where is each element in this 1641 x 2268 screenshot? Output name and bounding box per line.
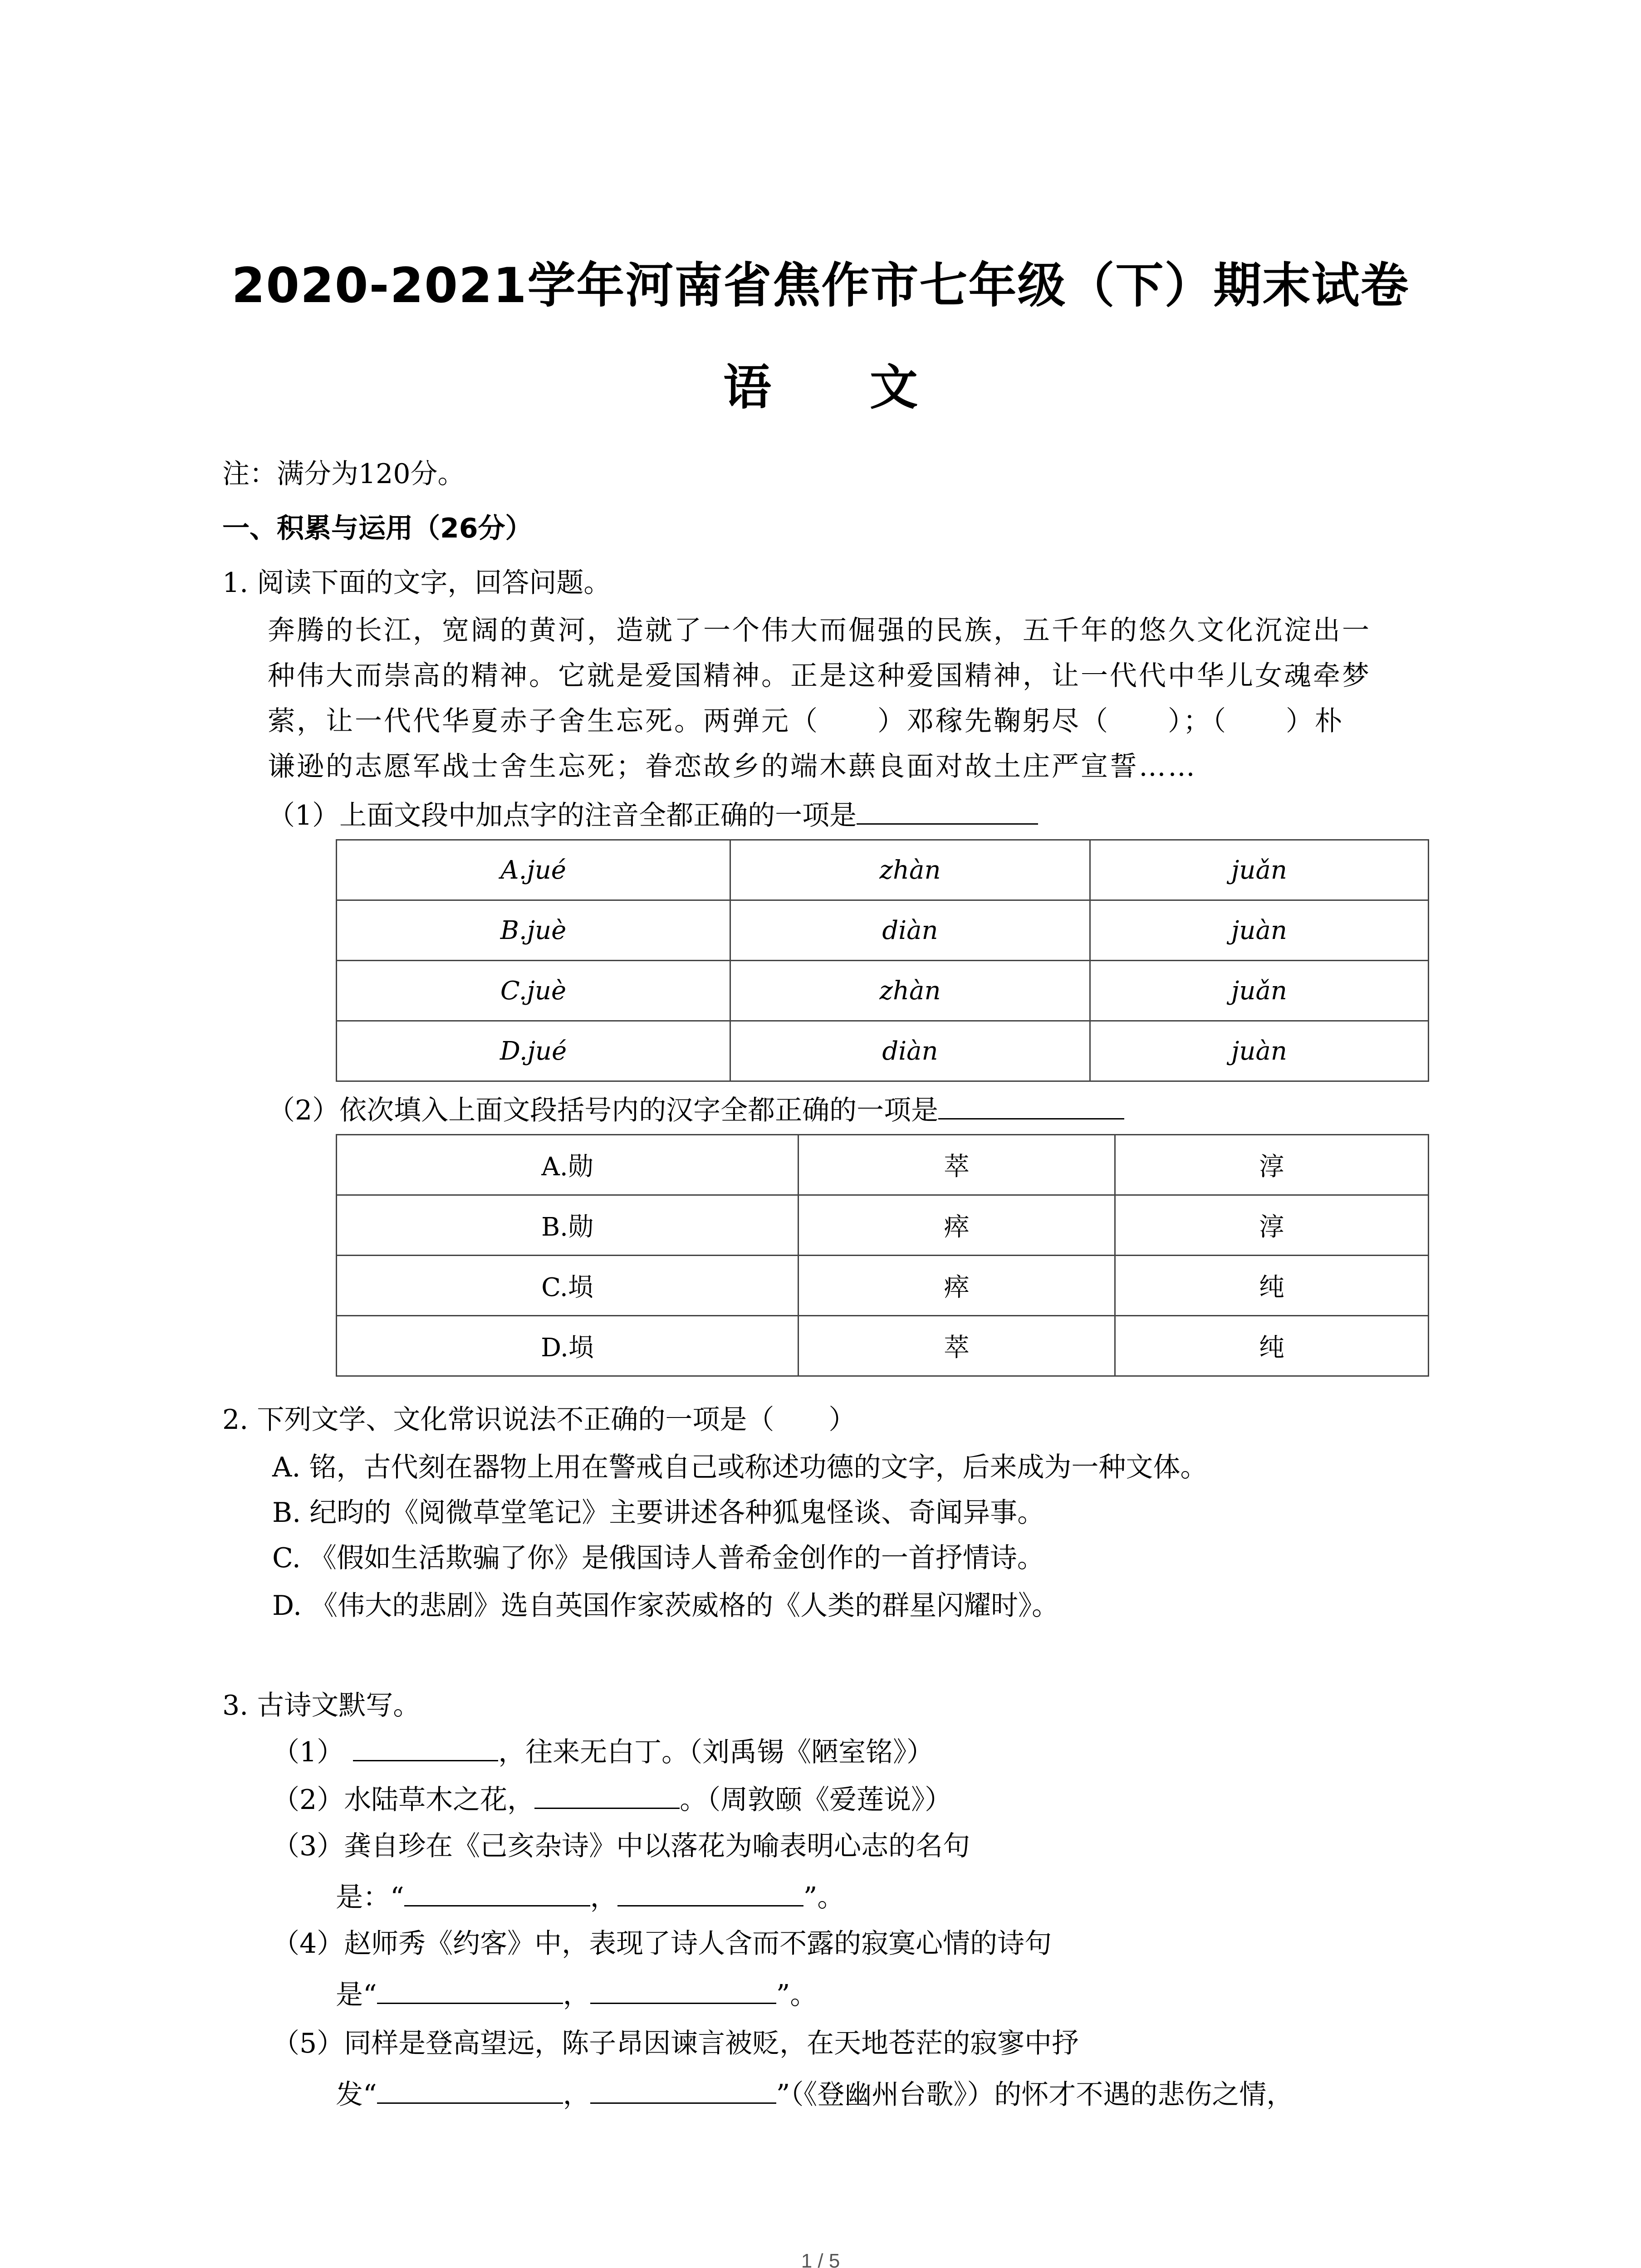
- table-cell: C.埙: [337, 1256, 798, 1316]
- table-cell: diàn: [730, 1021, 1090, 1081]
- item-text: 是：“: [336, 1882, 404, 1913]
- recite-item-3: [272, 1830, 970, 1862]
- recite-item-2: [272, 1784, 952, 1816]
- answer-blank[interactable]: [377, 1980, 563, 2004]
- pinyin-options-table: [336, 839, 1429, 1082]
- section-heading: 一、积累与运用（26分）: [222, 513, 533, 544]
- answer-blank[interactable]: [857, 801, 1038, 825]
- page-number: 1 / 5: [801, 2250, 840, 2268]
- table-row: [337, 961, 1429, 1021]
- table-cell: B.juè: [337, 900, 730, 961]
- table-row: [337, 1195, 1429, 1256]
- table-row: [337, 1256, 1429, 1316]
- item-text: ，往来无白丁。（刘禹锡《陋室铭》）: [498, 1736, 934, 1768]
- table-cell: juǎn: [1090, 840, 1429, 900]
- recite-item-5: [272, 2030, 1079, 2057]
- item-label: （3）: [272, 1830, 344, 1862]
- answer-blank[interactable]: [404, 1882, 590, 1906]
- question-2-stem: 2. 下列文学、文化常识说法不正确的一项是（ ）: [222, 1404, 856, 1436]
- table-row: [337, 1316, 1429, 1376]
- item-text: ，: [590, 1882, 617, 1913]
- passage-line: 谦逊的志愿军战士舍生忘死；眷恋故乡的端木蕻良面对故土庄严宣誓……: [268, 751, 1197, 782]
- question-3-stem: 3. 古诗文默写。: [222, 1690, 421, 1721]
- item-text: ”。: [803, 1882, 845, 1913]
- score-note: 注：满分为120分。: [222, 458, 465, 490]
- table-cell: 纯: [1115, 1256, 1429, 1316]
- table-cell: 纯: [1115, 1316, 1429, 1376]
- table-cell: diàn: [730, 900, 1090, 961]
- item-text: 是“: [336, 1979, 377, 2011]
- item-text: 。（周敦颐《爱莲说》）: [680, 1784, 952, 1816]
- item-text: 赵师秀《约客》中，表现了诗人含而不露的寂寞心情的诗句: [344, 1928, 1052, 1960]
- item-label: （2）: [272, 1784, 344, 1816]
- option-a[interactable]: A. 铭，古代刻在器物上用在警戒自己或称述功德的文字，后来成为一种文体。: [272, 1452, 1208, 1483]
- option-c[interactable]: C. 《假如生活欺骗了你》是俄国诗人普希金创作的一首抒情诗。: [272, 1542, 1044, 1574]
- table-cell: C.juè: [337, 961, 730, 1021]
- table-row: [337, 840, 1429, 900]
- sub-question-1-text: （1）上面文段中加点字的注音全都正确的一项是: [268, 800, 857, 831]
- table-cell: 瘁: [798, 1256, 1115, 1316]
- table-row: [337, 1021, 1429, 1081]
- item-text: ，: [563, 2079, 590, 2111]
- sub-question-2-text: （2）依次填入上面文段括号内的汉字全都正确的一项是: [268, 1095, 939, 1126]
- answer-blank[interactable]: [617, 1882, 803, 1906]
- answer-blank[interactable]: [534, 1785, 680, 1809]
- answer-blank[interactable]: [377, 2080, 563, 2104]
- option-d[interactable]: D. 《伟大的悲剧》选自英国作家茨威格的《人类的群星闪耀时》。: [272, 1590, 1059, 1622]
- table-row: [337, 1135, 1429, 1195]
- table-cell: 萃: [798, 1135, 1115, 1195]
- passage-line: 奔腾的长江，宽阔的黄河，造就了一个伟大而倔强的民族，五千年的悠久文化沉淀出一: [268, 615, 1371, 646]
- answer-blank[interactable]: [590, 1980, 776, 2004]
- answer-blank[interactable]: [938, 1095, 1124, 1119]
- table-cell: zhàn: [730, 840, 1090, 900]
- item-text: 同样是登高望远，陈子昂因谏言被贬，在天地苍茫的寂寥中抒: [344, 2028, 1079, 2059]
- table-cell: B.勋: [337, 1195, 798, 1256]
- table-cell: juǎn: [1090, 961, 1429, 1021]
- sub-question-2: [268, 1095, 1124, 1124]
- passage-line: 种伟大而崇高的精神。它就是爱国精神。正是这种爱国精神，让一代代中华儿女魂牵梦: [268, 660, 1371, 692]
- exam-subject: 语 文: [723, 360, 959, 415]
- item-text: 水陆草木之花，: [344, 1784, 535, 1816]
- passage-line: 萦，让一代代华夏赤子舍生忘死。两弹元（ ）邓稼先鞠躬尽（ ）；（ ）朴: [268, 705, 1344, 737]
- recite-item-4-answer: [336, 1980, 817, 2009]
- recite-item-3-answer: [336, 1882, 844, 1911]
- recite-item-1: [272, 1737, 934, 1766]
- item-label: （5）: [272, 2028, 344, 2059]
- item-text: ”。: [776, 1979, 818, 2011]
- sub-question-1: [268, 801, 1038, 829]
- table-cell: zhàn: [730, 961, 1090, 1021]
- item-text: 发“: [336, 2079, 377, 2111]
- answer-blank[interactable]: [353, 1737, 498, 1761]
- item-text: ”（《登幽州台歌》）的怀才不遇的悲伤之情，: [776, 2079, 1294, 2111]
- question-1-stem: 1. 阅读下面的文字，回答问题。: [222, 567, 611, 599]
- table-cell: 淳: [1115, 1195, 1429, 1256]
- exam-title: 2020-2021学年河南省焦作市七年级（下）期末试卷: [231, 258, 1410, 313]
- item-text: 龚自珍在《己亥杂诗》中以落花为喻表明心志的名句: [344, 1830, 970, 1862]
- option-b[interactable]: B. 纪昀的《阅微草堂笔记》主要讲述各种狐鬼怪谈、奇闻异事。: [272, 1497, 1045, 1529]
- table-cell: juàn: [1090, 1021, 1429, 1081]
- answer-blank[interactable]: [590, 2080, 776, 2104]
- table-cell: 瘁: [798, 1195, 1115, 1256]
- item-text: ，: [563, 1979, 590, 2011]
- table-cell: 萃: [798, 1316, 1115, 1376]
- recite-item-4: [272, 1928, 1052, 1960]
- table-cell: D.埙: [337, 1316, 798, 1376]
- table-row: [337, 900, 1429, 961]
- character-options-table: [336, 1134, 1429, 1377]
- table-cell: A.勋: [337, 1135, 798, 1195]
- recite-item-5-answer: [336, 2079, 1294, 2111]
- table-cell: A.jué: [337, 840, 730, 900]
- table-cell: 淳: [1115, 1135, 1429, 1195]
- item-label: （1）: [272, 1736, 344, 1768]
- item-label: （4）: [272, 1928, 344, 1960]
- table-cell: juàn: [1090, 900, 1429, 961]
- table-cell: D.jué: [337, 1021, 730, 1081]
